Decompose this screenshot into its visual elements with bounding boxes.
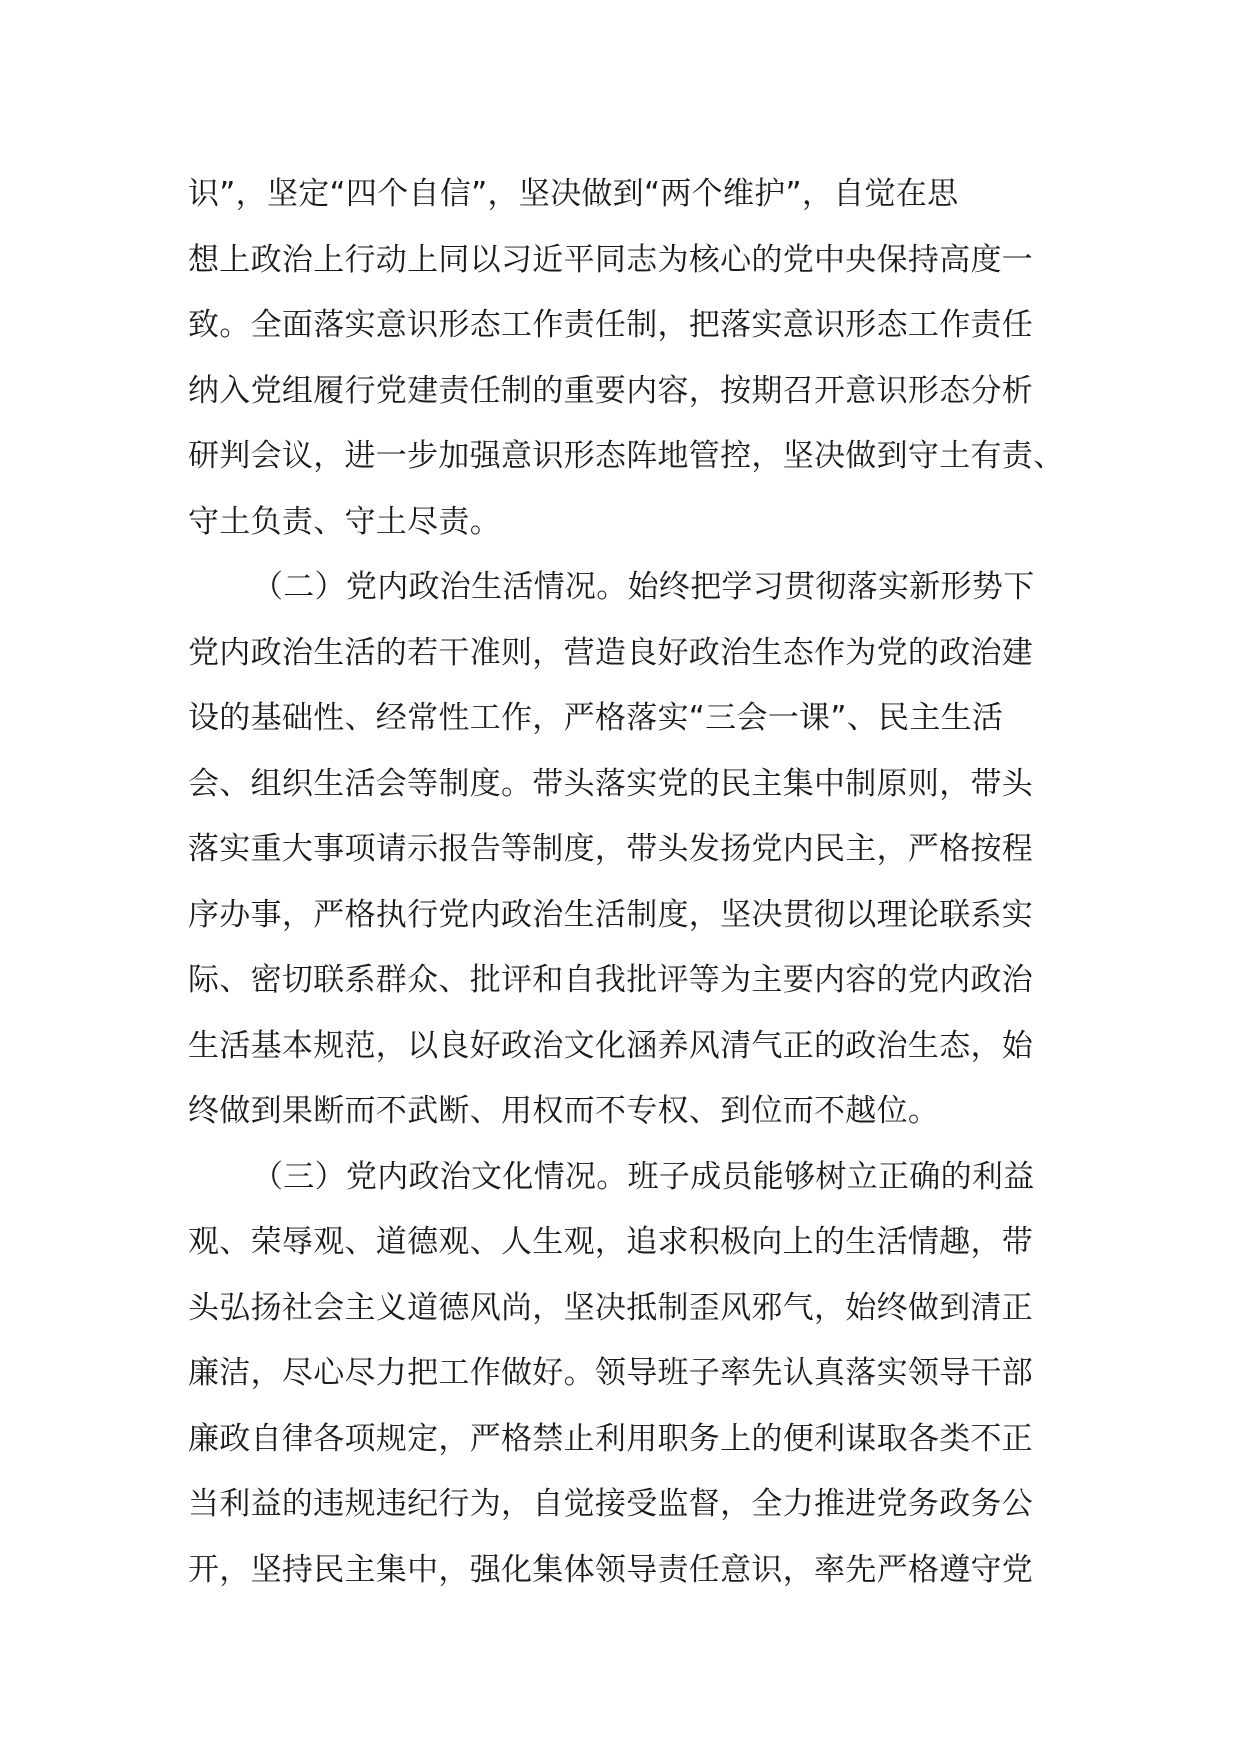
section-heading-line: （二）党内政治生活情况。始终把学习贯彻落实新形势下 [252, 569, 1035, 605]
text-line: 观、荣辱观、道德观、人生观，追求积极向上的生活情趣，带 [188, 1224, 1034, 1260]
text-line: 当利益的违规违纪行为，自觉接受监督，全力推进党务政务公 [188, 1486, 1034, 1522]
text-line: 守土负责、守土尽责。 [188, 503, 501, 540]
text-line: 想上政治上行动上同以习近平同志为核心的党中央保持高度一 [188, 241, 1034, 278]
text-line: 开，坚持民主集中，强化集体领导责任意识，率先严格遵守党 [188, 1551, 1034, 1588]
text-line: 序办事，严格执行党内政治生活制度，坚决贯彻以理论联系实 [188, 896, 1034, 933]
text-line: 落实重大事项请示报告等制度，带头发扬党内民主，严格按程 [188, 831, 1034, 867]
text-line: 设的基础性、经常性工作，严格落实“三会一课”、民主生活 [188, 700, 1004, 736]
text-line: 致。全面落实意识形态工作责任制，把落实意识形态工作责任 [188, 307, 1034, 343]
section-heading-line: （三）党内政治文化情况。班子成员能够树立正确的利益 [252, 1158, 1035, 1195]
body-text [188, 162, 1068, 1603]
text-line: 终做到果断而不武断、用权而不专权、到位而不越位。 [188, 1093, 940, 1129]
text-line: 际、密切联系群众、批评和自我批评等为主要内容的党内政治 [188, 962, 1034, 998]
text-line: 党内政治生活的若干准则，营造良好政治生态作为党的政治建 [188, 634, 1034, 671]
text-line: 会、组织生活会等制度。带头落实党的民主集中制原则，带头 [188, 765, 1034, 802]
text-line: 廉政自律各项规定，严格禁止利用职务上的便利谋取各类不正 [188, 1420, 1034, 1457]
text-line: 头弘扬社会主义道德风尚，坚决抵制歪风邪气，始终做到清正 [188, 1289, 1034, 1326]
text-line: 廉洁，尽心尽力把工作做好。领导班子率先认真落实领导干部 [188, 1355, 1034, 1391]
text-line: 识”，坚定“四个自信”，坚决做到“两个维护”，自觉在思 [188, 176, 959, 212]
text-line: 生活基本规范，以良好政治文化涵养风清气正的政治生态，始 [188, 1027, 1034, 1064]
text-line: 研判会议，进一步加强意识形态阵地管控，坚决做到守土有责、 [188, 438, 1065, 474]
text-line: 纳入党组履行党建责任制的重要内容，按期召开意识形态分析 [188, 372, 1034, 409]
